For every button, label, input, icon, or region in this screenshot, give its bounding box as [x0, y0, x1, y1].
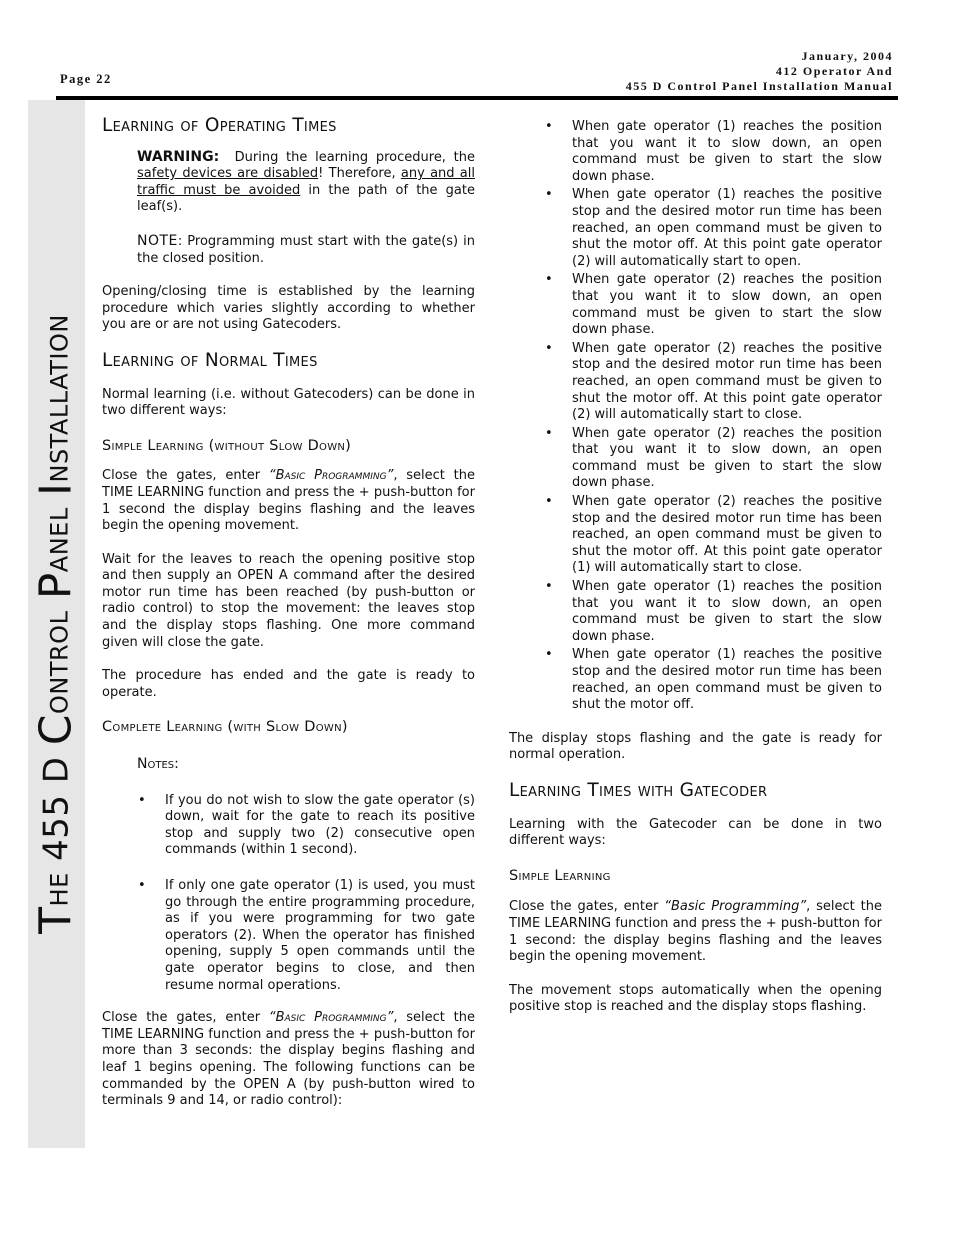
- function-item: • When gate operator (2) reaches the positive stop and the desired motor run time has been reached, an open command must be given to shut the motor off. At this point gate operator (1) will automatically start to close.: [509, 494, 882, 577]
- simple-text-a: Close the gates, enter: [102, 468, 261, 484]
- header-date: January, 2004: [801, 49, 893, 63]
- heading-gatecoder: Learning Times with Gatecoder: [509, 779, 768, 801]
- heading-simple-learning-gatecoder: Simple Learning: [509, 867, 611, 884]
- wait-paragraph: Wait for the leaves to reach the opening positive stop and then supply an OPEN A command after the desired motor run time has been reached (by push-button or radio control) to stop the movement: the leaves stop and the display stops flashing. One more command given will close the gate.: [102, 551, 475, 650]
- notes-list: [102, 793, 475, 995]
- left-column: [102, 112, 475, 1110]
- complete-text-b: , select the TIME LEARNING function and press the + push-button for more than 3 seconds: the display begins flashing and leaf 1 begins opening. The following functions can be commanded by the OPEN A (by push-button wired to terminals 9 and 14, or radio control):: [102, 1010, 476, 1109]
- warning-text-2: ! Therefore,: [318, 166, 396, 182]
- note-text: : Programming must start with the gate(s) in the closed position.: [137, 233, 475, 266]
- side-title-part2: ontrol: [36, 599, 76, 714]
- heading-operating-times: Learning of Operating Times: [102, 115, 337, 136]
- warning-underline-1: safety devices are disabled: [137, 166, 319, 182]
- right-column: [509, 119, 882, 1016]
- display-paragraph: The display stops flashing and the gate is ready for normal operation.: [509, 730, 882, 763]
- heading-normal-times: Learning of Normal Times: [102, 349, 318, 371]
- ended-paragraph: The procedure has ended and the gate is ready to operate.: [102, 668, 475, 700]
- side-title: [28, 100, 85, 1148]
- warning-text-3: in the path of the gate leaf(s).: [137, 182, 475, 215]
- side-title-c: C: [30, 714, 82, 746]
- movement-paragraph: The movement stops automatically when the opening positive stop is reached and the display stops flashing.: [509, 982, 882, 1015]
- note-item: • If only one gate operator (1) is used, you must go through the entire programming procedure, as if you were programming for two gate operators (2). When the operator has finished opening, supply 5 open commands until the gate operator begins to close, and then resume normal operations.: [102, 878, 475, 994]
- function-item: • When gate operator (1) reaches the positive stop and the desired motor run time has been reached, an open command must be given to shut the motor off.: [509, 647, 882, 713]
- heading-complete-learning: Complete Learning (with Slow Down): [102, 719, 348, 736]
- complete-text-a: Close the gates, enter: [102, 1010, 261, 1026]
- side-title-part1: he 455 D: [36, 745, 76, 907]
- close-paragraph: [509, 899, 882, 965]
- function-item: • When gate operator (2) reaches the positive stop and the desired motor run time has been reached, an open command must be given to shut the motor off. At this point gate operator (2) will automatically start to close.: [509, 341, 882, 424]
- side-title-p: P: [30, 572, 82, 600]
- side-title-part4: nstallation: [36, 314, 76, 483]
- normal-paragraph: Normal learning (i.e. without Gatecoders) can be done in two different ways:: [102, 386, 475, 419]
- side-title-part3: anel: [36, 495, 76, 573]
- function-item: • When gate operator (2) reaches the position that you want it to slow down, an open command must be given to start the slow down phase.: [509, 426, 882, 492]
- header-rule: [56, 96, 898, 100]
- warning-paragraph: [137, 149, 475, 216]
- warning-label: WARNING:: [137, 148, 220, 165]
- warning-text-1: During the learning procedure, the: [234, 149, 476, 165]
- note-item: • If you do not wish to slow the gate operator (s) down, wait for the gate to reach its positive stop and supply two (2) consecutive open commands (within 1 second).: [102, 793, 475, 859]
- function-item: • When gate operator (1) reaches the position that you want it to slow down, an open command must be given to start the slow down phase.: [509, 579, 882, 645]
- note-label: NOTE: [137, 232, 178, 249]
- function-item: • When gate operator (1) reaches the positive stop and the desired motor run time has been reached, an open command must be given to shut the motor off. At this point gate operator (2) will automatically start to open.: [509, 187, 882, 270]
- simple-basic-programming: “Basic Programming”: [268, 468, 394, 484]
- function-item: • When gate operator (2) reaches the position that you want it to slow down, an open command must be given to start the slow down phase.: [509, 272, 882, 338]
- gatecoder-paragraph: Learning with the Gatecoder can be done in two different ways:: [509, 816, 882, 849]
- note-paragraph: [137, 233, 475, 267]
- complete-paragraph: [102, 1010, 475, 1110]
- header-block: [626, 49, 893, 94]
- opening-paragraph: Opening/closing time is established by the learning procedure which varies slightly according to whether you are or are not using Gatecoders.: [102, 284, 475, 333]
- side-title-i: I: [30, 482, 82, 496]
- simple-text-b: , select the TIME LEARNING function and press the + push-button for 1 second the display begins flashing and the leaves begin the opening movement.: [102, 468, 476, 534]
- warning-underline-2: any and all traffic must be avoided: [137, 166, 475, 198]
- close-text-b: , select the TIME LEARNING function and press the + push-button for 1 second: the display begins flashing and the leaves begin the opening movement.: [509, 899, 882, 965]
- heading-simple-learning: Simple Learning (without Slow Down): [102, 437, 352, 454]
- page-number: Page 22: [60, 72, 112, 86]
- close-basic-programming: “Basic Programming”: [664, 899, 807, 915]
- header-line3: 455 D Control Panel Installation Manual: [625, 79, 893, 93]
- function-list: [509, 119, 882, 714]
- side-title-t: T: [30, 906, 82, 934]
- header-line2: 412 Operator And: [775, 64, 893, 78]
- close-text-a: Close the gates, enter: [509, 899, 659, 915]
- simple-paragraph: [102, 468, 475, 534]
- complete-basic-programming: “Basic Programming”: [268, 1010, 394, 1026]
- function-item: • When gate operator (1) reaches the position that you want it to slow down, an open command must be given to start the slow down phase.: [509, 119, 882, 185]
- notes-label: Notes:: [137, 756, 179, 773]
